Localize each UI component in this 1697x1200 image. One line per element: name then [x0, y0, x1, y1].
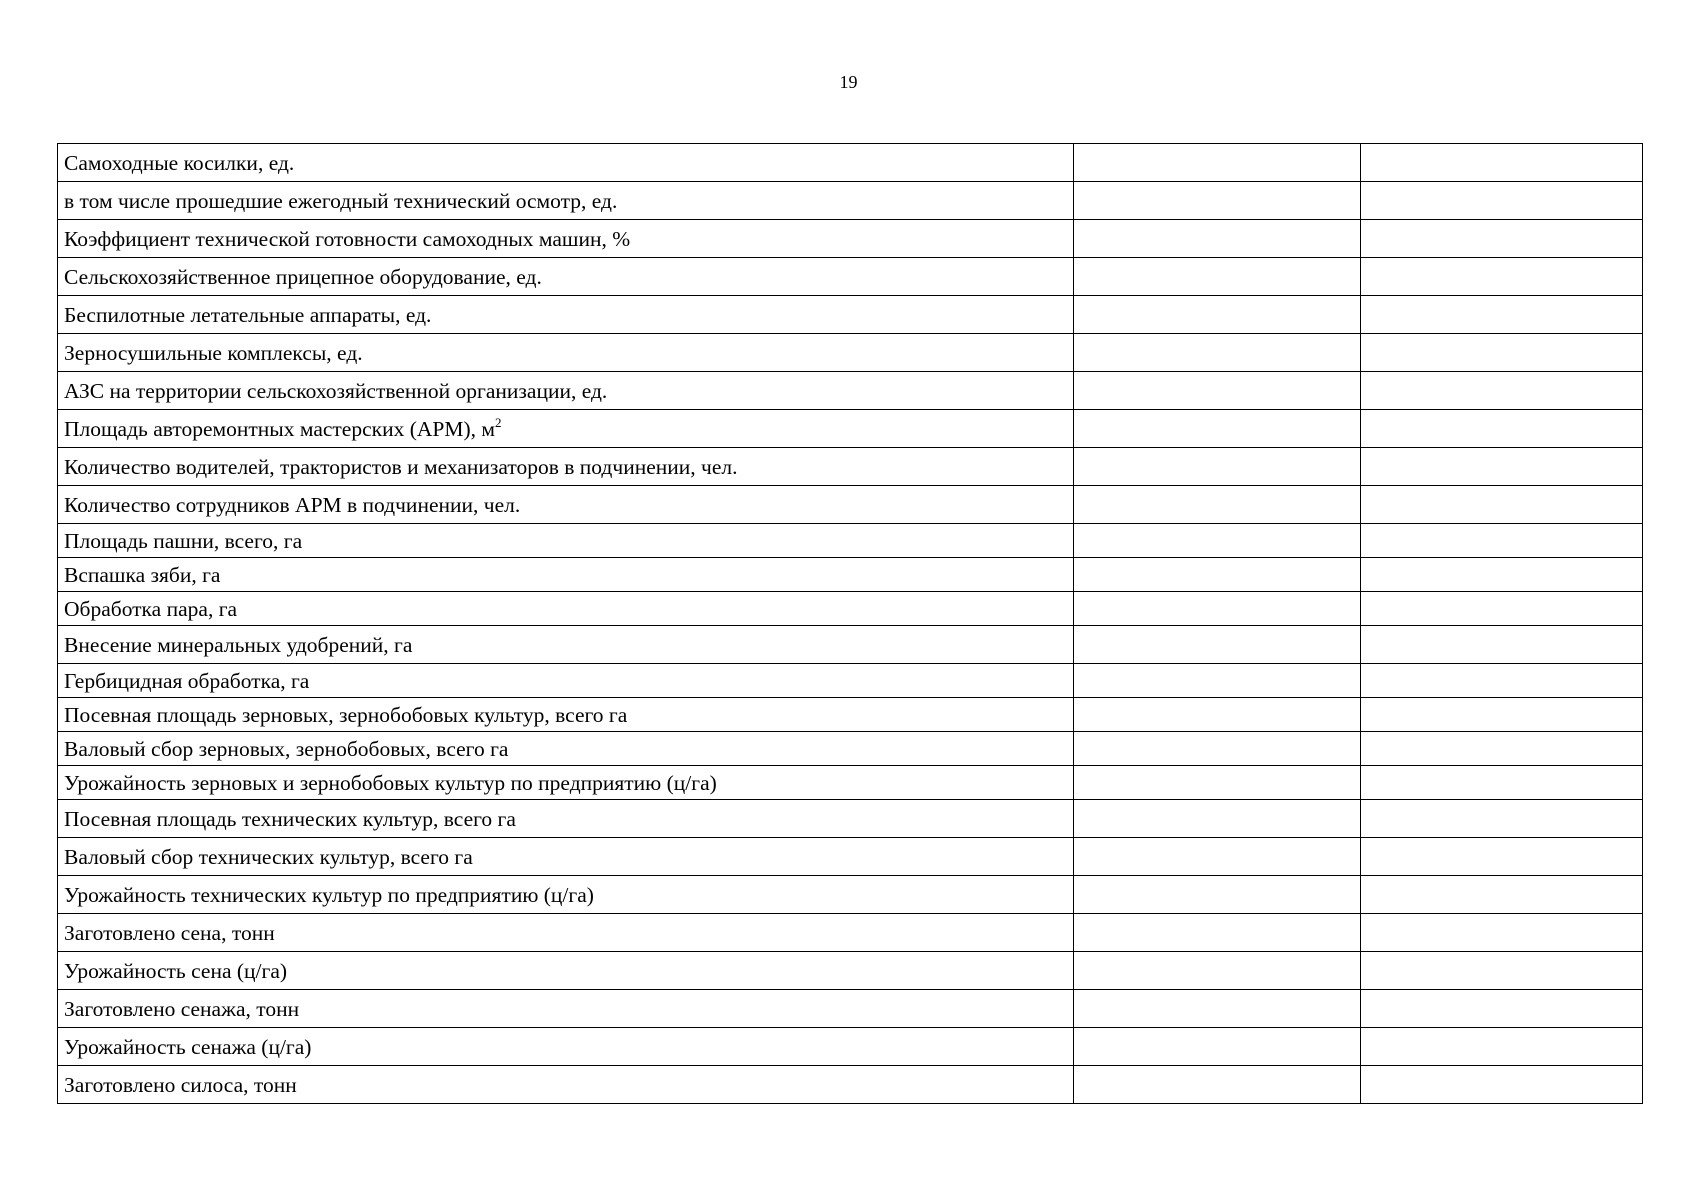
- row-value-col2[interactable]: [1074, 876, 1361, 914]
- row-value-col3[interactable]: [1361, 838, 1643, 876]
- row-label-text: Заготовлено силоса, тонн: [64, 1072, 297, 1097]
- table-row: [58, 486, 1643, 524]
- row-label: [58, 838, 1074, 876]
- table-row: [58, 372, 1643, 410]
- row-label: [58, 448, 1074, 486]
- row-value-col2[interactable]: [1074, 838, 1361, 876]
- row-label-text: Обработка пара, га: [64, 596, 238, 621]
- row-label-text: Самоходные косилки, ед.: [64, 150, 295, 175]
- page-number: 19: [839, 72, 858, 92]
- row-label-text: Беспилотные летательные аппараты, ед.: [64, 302, 432, 327]
- row-value-col2[interactable]: [1074, 372, 1361, 410]
- table-row: [58, 838, 1643, 876]
- row-value-col3[interactable]: [1361, 592, 1643, 626]
- row-value-col3[interactable]: [1361, 626, 1643, 664]
- row-value-col3[interactable]: [1361, 220, 1643, 258]
- row-value-col2[interactable]: [1074, 410, 1361, 448]
- row-value-col3[interactable]: [1361, 664, 1643, 698]
- row-value-col2[interactable]: [1074, 626, 1361, 664]
- row-label-text: Урожайность зерновых и зернобобовых культур по предприятию (ц/га): [64, 770, 717, 795]
- row-label: [58, 626, 1074, 664]
- row-value-col2[interactable]: [1074, 1066, 1361, 1104]
- table-row: [58, 914, 1643, 952]
- row-label: [58, 914, 1074, 952]
- row-label-text: Внесение минеральных удобрений, га: [64, 632, 413, 657]
- row-value-col3[interactable]: [1361, 410, 1643, 448]
- table-row: [58, 144, 1643, 182]
- row-label: [58, 766, 1074, 800]
- row-label: [58, 800, 1074, 838]
- row-label: [58, 558, 1074, 592]
- row-label-text: Заготовлено сенажа, тонн: [64, 996, 300, 1021]
- table-row: [58, 1028, 1643, 1066]
- row-label: [58, 220, 1074, 258]
- row-value-col2[interactable]: [1074, 334, 1361, 372]
- row-label: [58, 876, 1074, 914]
- row-value-col2[interactable]: [1074, 296, 1361, 334]
- table-row: [58, 182, 1643, 220]
- table-row: [58, 800, 1643, 838]
- superscript-unit: 2: [495, 414, 502, 430]
- row-value-col3[interactable]: [1361, 732, 1643, 766]
- row-value-col2[interactable]: [1074, 220, 1361, 258]
- row-value-col3[interactable]: [1361, 182, 1643, 220]
- indicators-table: [57, 143, 1643, 1104]
- table-row: [58, 410, 1643, 448]
- row-value-col3[interactable]: [1361, 334, 1643, 372]
- row-label: [58, 524, 1074, 558]
- row-label: [58, 592, 1074, 626]
- row-label-text: Урожайность сенажа (ц/га): [64, 1034, 312, 1059]
- row-value-col3[interactable]: [1361, 800, 1643, 838]
- row-label-text: Гербицидная обработка, га: [64, 668, 310, 693]
- row-value-col3[interactable]: [1361, 766, 1643, 800]
- indicators-table-body: [58, 144, 1643, 1104]
- row-value-col2[interactable]: [1074, 914, 1361, 952]
- row-label-text: Урожайность сена (ц/га): [64, 958, 288, 983]
- row-value-col2[interactable]: [1074, 664, 1361, 698]
- row-label-text: Количество водителей, трактористов и механизаторов в подчинении, чел.: [64, 454, 738, 479]
- row-value-col3[interactable]: [1361, 698, 1643, 732]
- row-label: [58, 334, 1074, 372]
- row-label: [58, 182, 1074, 220]
- table-row: [58, 1066, 1643, 1104]
- row-label-text: Сельскохозяйственное прицепное оборудование, ед.: [64, 264, 542, 289]
- row-value-col3[interactable]: [1361, 990, 1643, 1028]
- table-row: [58, 448, 1643, 486]
- row-value-col3[interactable]: [1361, 1028, 1643, 1066]
- row-label-text: АЗС на территории сельскохозяйственной организации, ед.: [64, 378, 608, 403]
- row-label: [58, 296, 1074, 334]
- row-label-text: Коэффициент технической готовности самоходных машин, %: [64, 226, 631, 251]
- row-label-text: Посевная площадь зерновых, зернобобовых культур, всего га: [64, 702, 628, 727]
- row-label: [58, 258, 1074, 296]
- row-value-col3[interactable]: [1361, 952, 1643, 990]
- row-value-col2[interactable]: [1074, 766, 1361, 800]
- row-value-col3[interactable]: [1361, 448, 1643, 486]
- row-value-col2[interactable]: [1074, 144, 1361, 182]
- row-label-text: Количество сотрудников АРМ в подчинении, чел.: [64, 492, 521, 517]
- table-row: [58, 258, 1643, 296]
- row-value-col2[interactable]: [1074, 592, 1361, 626]
- row-label: [58, 732, 1074, 766]
- row-label: [58, 664, 1074, 698]
- row-label-text: Валовый сбор зерновых, зернобобовых, всего га: [64, 736, 509, 761]
- row-value-col3[interactable]: [1361, 258, 1643, 296]
- row-value-col2[interactable]: [1074, 990, 1361, 1028]
- row-value-col2[interactable]: [1074, 800, 1361, 838]
- row-label-text: Площадь авторемонтных мастерских (АРМ), м: [64, 416, 495, 441]
- table-row: [58, 952, 1643, 990]
- row-value-col2[interactable]: [1074, 524, 1361, 558]
- row-value-col3[interactable]: [1361, 876, 1643, 914]
- row-value-col2[interactable]: [1074, 448, 1361, 486]
- row-label-text: Валовый сбор технических культур, всего га: [64, 844, 473, 869]
- row-value-col2[interactable]: [1074, 732, 1361, 766]
- row-label-text: Площадь пашни, всего, га: [64, 528, 303, 553]
- row-label: [58, 144, 1074, 182]
- table-row: [58, 698, 1643, 732]
- table-row: [58, 766, 1643, 800]
- row-label: [58, 698, 1074, 732]
- row-label-text: Урожайность технических культур по предприятию (ц/га): [64, 882, 594, 907]
- table-row: [58, 664, 1643, 698]
- row-value-col2[interactable]: [1074, 182, 1361, 220]
- row-value-col3[interactable]: [1361, 486, 1643, 524]
- row-value-col3[interactable]: [1361, 144, 1643, 182]
- row-value-col3[interactable]: [1361, 1066, 1643, 1104]
- row-value-col2[interactable]: [1074, 1028, 1361, 1066]
- table-row: [58, 592, 1643, 626]
- row-label: [58, 990, 1074, 1028]
- row-label: [58, 1028, 1074, 1066]
- row-label-text: Посевная площадь технических культур, всего га: [64, 806, 516, 831]
- row-value-col3[interactable]: [1361, 914, 1643, 952]
- table-row: [58, 220, 1643, 258]
- row-value-col2[interactable]: [1074, 486, 1361, 524]
- row-label: [58, 410, 1074, 448]
- row-label: [58, 372, 1074, 410]
- row-value-col2[interactable]: [1074, 952, 1361, 990]
- table-row: [58, 524, 1643, 558]
- table-row: [58, 626, 1643, 664]
- row-label-text: Вспашка зяби, га: [64, 562, 221, 587]
- row-label: [58, 1066, 1074, 1104]
- row-value-col3[interactable]: [1361, 296, 1643, 334]
- table-row: [58, 876, 1643, 914]
- row-label-text: в том числе прошедшие ежегодный технический осмотр, ед.: [64, 188, 618, 213]
- table-row: [58, 732, 1643, 766]
- row-value-col2[interactable]: [1074, 698, 1361, 732]
- table-row: [58, 334, 1643, 372]
- row-value-col3[interactable]: [1361, 372, 1643, 410]
- row-value-col3[interactable]: [1361, 524, 1643, 558]
- row-label-text: Зерносушильные комплексы, ед.: [64, 340, 363, 365]
- row-value-col2[interactable]: [1074, 258, 1361, 296]
- row-value-col3[interactable]: [1361, 558, 1643, 592]
- row-label: [58, 486, 1074, 524]
- row-label: [58, 952, 1074, 990]
- table-row: [58, 296, 1643, 334]
- row-value-col2[interactable]: [1074, 558, 1361, 592]
- table-row: [58, 990, 1643, 1028]
- table-row: [58, 558, 1643, 592]
- row-label-text: Заготовлено сена, тонн: [64, 920, 275, 945]
